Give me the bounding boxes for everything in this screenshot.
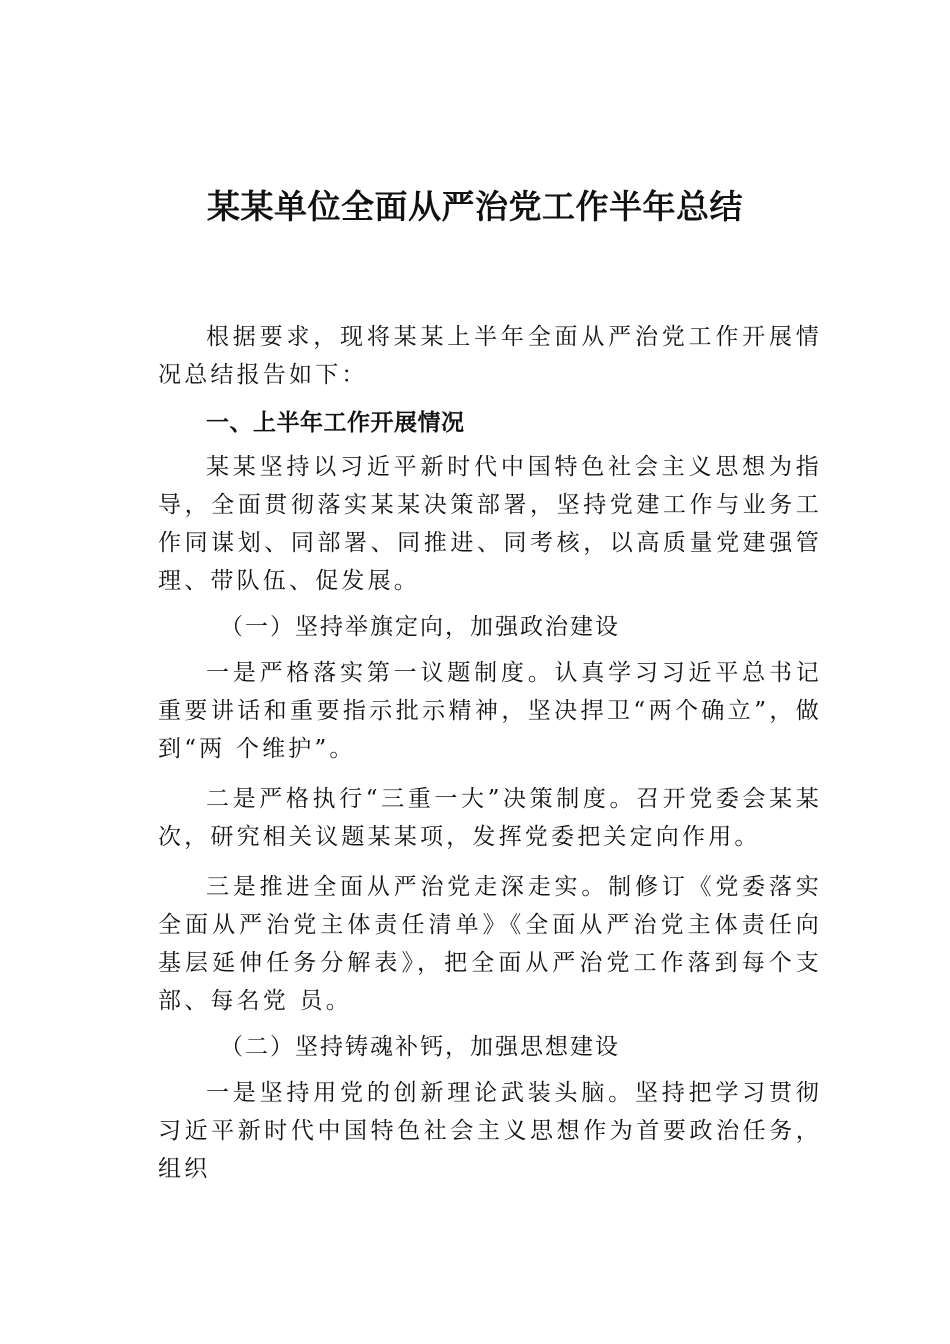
document-title: 某某单位全面从严治党工作半年总结 [207, 187, 743, 226]
subsection-2-item-1: 一是坚持用党的创新理论武装头脑。坚持把学习贯彻习近平新时代中国特色社会主义思想作为首要政治任务，组织 [158, 1080, 822, 1182]
section-1-paragraph: 某某坚持以习近平新时代中国特色社会主义思想为指导，全面贯彻落实某某决策部署，坚持党建工作与业务工作同谋划、同部署、同推进、同考核，以高质量党建强管理、带队伍、促发展。 [158, 454, 822, 594]
intro-paragraph: 根据要求，现将某某上半年全面从严治党工作开展情况总结报告如下： [158, 324, 822, 388]
document-body [158, 318, 822, 1188]
subsection-heading-2: （二）坚持铸魂补钙，加强思想建设 [220, 1034, 620, 1060]
subsection-1-item-2: 二是严格执行“三重一大”决策制度。召开党委会某某次，研究相关议题某某项，发挥党委把关定向作用。 [158, 786, 822, 850]
section-heading-1: 一、上半年工作开展情况 [206, 410, 465, 436]
subsection-1-item-1: 一是严格落实第一议题制度。认真学习习近平总书记重要讲话和重要指示批示精神，坚决捍卫“两个确立”，做到“两 个维护”。 [158, 660, 822, 762]
subsection-1-item-3: 三是推进全面从严治党走深走实。制修订《党委落实全面从严治党主体责任清单》《全面从严治党主体责任向基层延伸任务分解表》，把全面从严治党工作落到每个支部、每名党 员。 [158, 874, 822, 1014]
subsection-heading-1: （一）坚持举旗定向，加强政治建设 [220, 614, 620, 640]
